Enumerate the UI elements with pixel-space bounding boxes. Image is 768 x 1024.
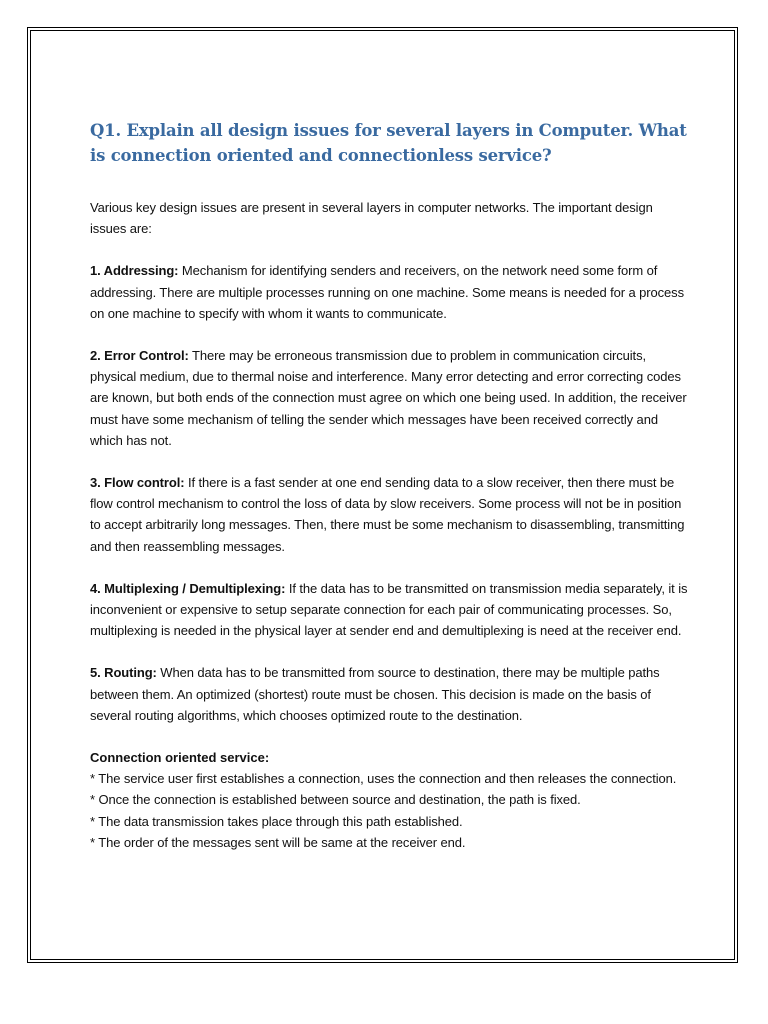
issue-label: 1. Addressing: <box>90 263 179 279</box>
bullet-item: * The service user first establishes a connection, uses the connection and then releases the connection. <box>90 771 677 787</box>
bullet-item: * The data transmission takes place through this path established. <box>90 813 463 829</box>
issue-text: If the data has to be transmitted on transmission media separately, it is inconvenient or expensive to setup separate connection for each pair of communicating processes. So, multiplexing is needed in the physical layer at sender end and demultiplexing is need at the receiver end. <box>90 580 688 639</box>
issue-error-control <box>90 345 690 451</box>
issue-label: 4. Multiplexing / Demultiplexing: <box>90 580 286 596</box>
issue-label: 3. Flow control: <box>90 475 185 491</box>
issue-addressing <box>90 260 690 324</box>
document-body <box>90 118 690 853</box>
issue-text: If there is a fast sender at one end sending data to a slow receiver, then there must be flow control mechanism to control the loss of data by slow receivers. Some process will not be in position to accept arbitrarily long messages. Then, there must be some mechanism to disassembling, transmitting and then reassembling messages. <box>90 475 685 554</box>
issue-label: 5. Routing: <box>90 665 157 681</box>
intro-paragraph: Various key design issues are present in several layers in computer networks. The important design issues are: <box>90 200 653 237</box>
question-title: Q1. Explain all design issues for several layers in Computer. What is connection oriented and connectionless service? <box>90 121 687 165</box>
bullet-item: * The order of the messages sent will be same at the receiver end. <box>90 834 466 850</box>
bullet-item: * Once the connection is established between source and destination, the path is fixed. <box>90 792 581 808</box>
issue-text: When data has to be transmitted from source to destination, there may be multiple paths between them. An optimized (shortest) route must be chosen. This decision is made on the basis of several routing algorithms, which chooses optimized route to the destination. <box>90 665 660 723</box>
issue-routing <box>90 662 690 726</box>
connection-oriented-heading: Connection oriented service: <box>90 750 270 766</box>
issue-text: There may be erroneous transmission due to problem in communication circuits, physical medium, due to thermal noise and interference. Many error detecting and error correcting codes are known, but both ends of the connection must agree on which one being used. In addition, the receiver must have some mechanism of telling the sender which messages have been received correctly and which has not. <box>90 348 687 448</box>
issue-flow-control <box>90 472 690 557</box>
issue-label: 2. Error Control: <box>90 348 189 364</box>
issue-text: Mechanism for identifying senders and receivers, on the network need some form of addressing. There are multiple processes running on one machine. Some means is needed for a process on one machine to specify with whom it wants to communicate. <box>90 263 684 321</box>
issue-multiplexing <box>90 578 690 642</box>
